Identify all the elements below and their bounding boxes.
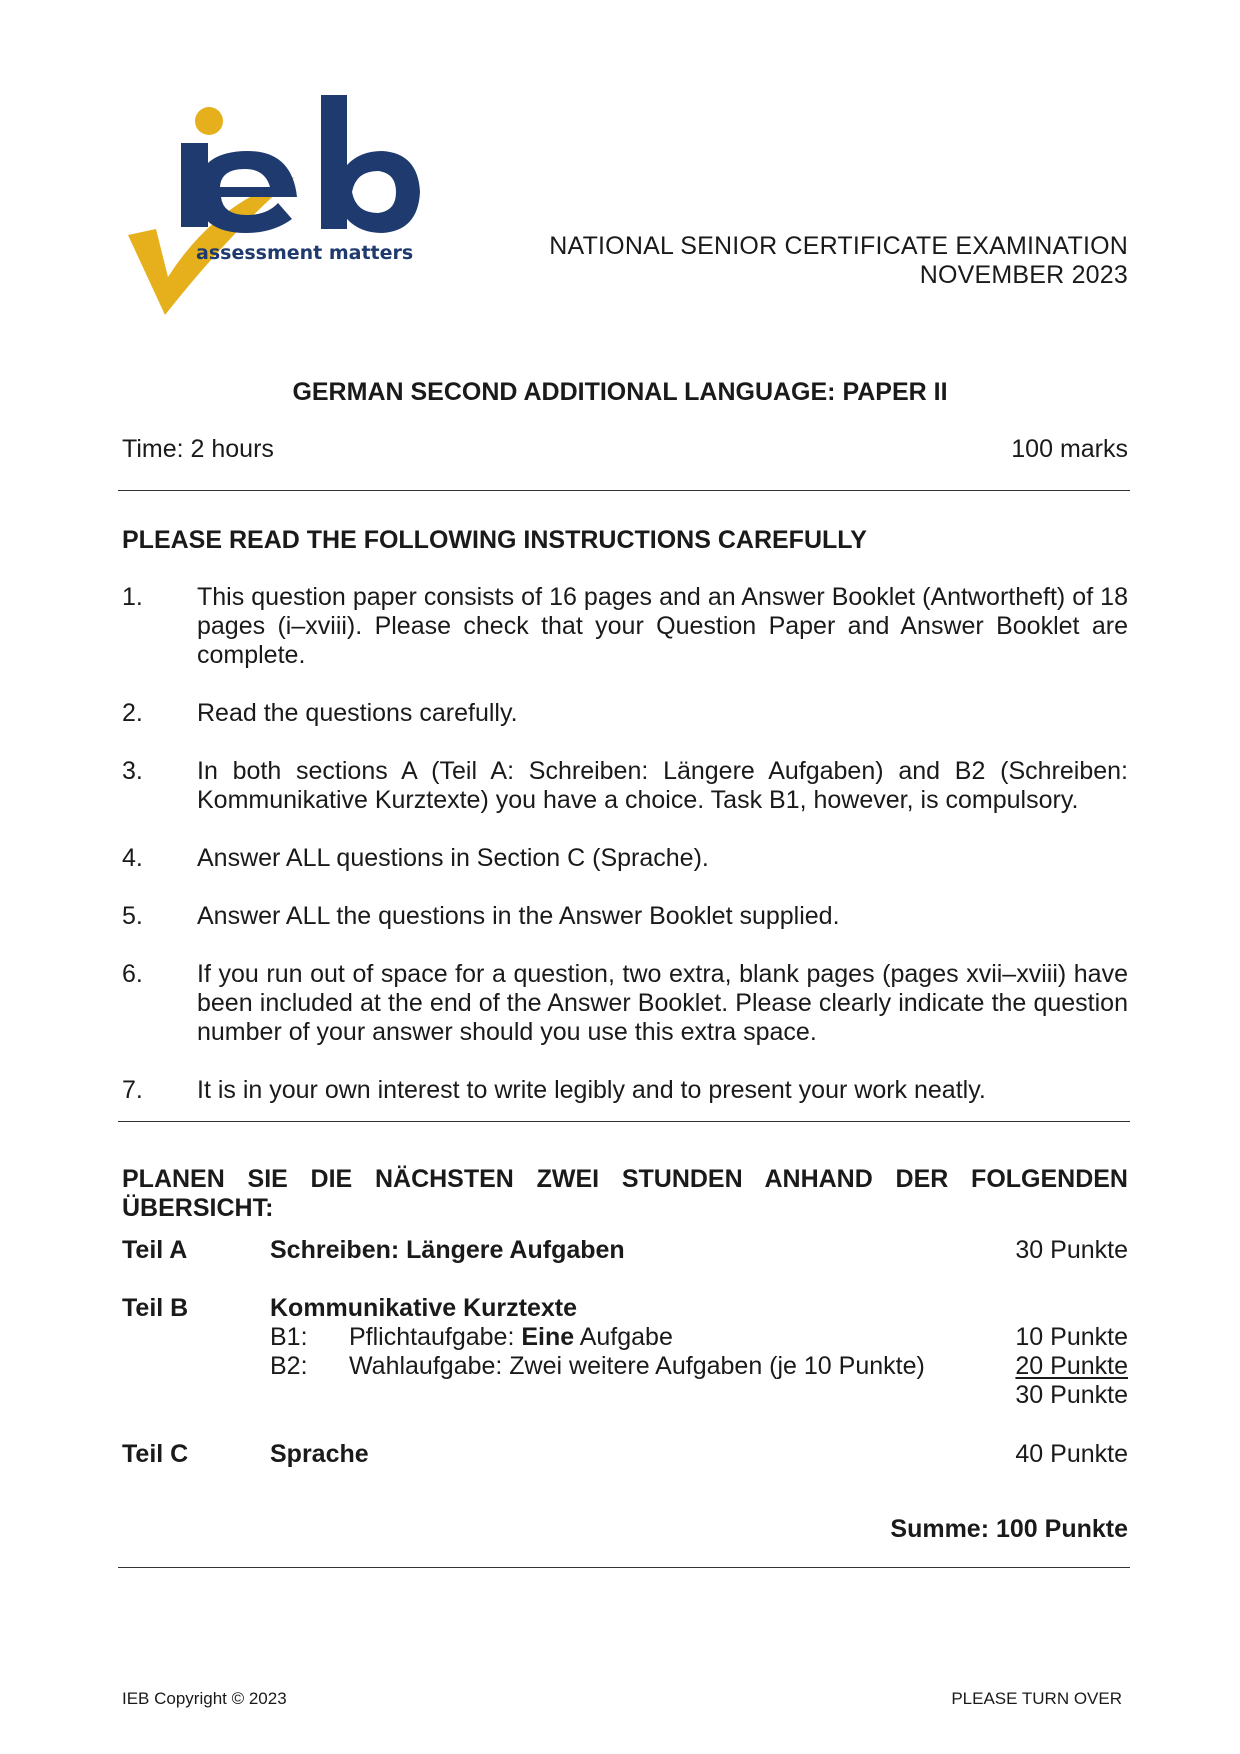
teil-a-points: 30 Punkte (1015, 1236, 1128, 1264)
instruction-number: 3. (122, 757, 143, 785)
teil-b-title: Kommunikative Kurztexte (270, 1294, 578, 1322)
b1-text (349, 1323, 673, 1352)
instruction-item (122, 1076, 1128, 1105)
teil-c-points: 40 Punkte (1015, 1440, 1128, 1468)
teil-c-label: Teil C (122, 1440, 189, 1468)
divider-top (118, 490, 1130, 491)
instruction-number: 4. (122, 844, 143, 872)
instruction-number: 6. (122, 960, 143, 988)
exam-date: NOVEMBER 2023 (919, 261, 1128, 289)
teil-a-label: Teil A (122, 1236, 188, 1264)
instruction-number: 2. (122, 699, 143, 727)
paper-title: GERMAN SECOND ADDITIONAL LANGUAGE: PAPER II (292, 378, 948, 406)
instruction-item (122, 757, 1128, 815)
b1-text-bold: Eine (521, 1323, 575, 1351)
divider-middle (118, 1121, 1130, 1122)
b1-text-pre: Pflichtaufgabe: (349, 1323, 522, 1351)
instruction-item (122, 960, 1128, 1047)
exam-name: NATIONAL SENIOR CERTIFICATE EXAMINATION (549, 232, 1128, 260)
b2-text: Wahlaufgabe: Zwei weitere Aufgaben (je 10 Punkte) (349, 1352, 925, 1380)
instruction-item (122, 583, 1128, 670)
b2-code: B2: (270, 1352, 308, 1380)
instruction-text: Read the questions carefully. (197, 699, 518, 727)
ieb-logo-graphic (120, 95, 480, 325)
b1-text-post: Aufgabe (574, 1323, 673, 1351)
instruction-item (122, 844, 1128, 873)
logo-tagline: assessment matters (196, 242, 414, 264)
instruction-item (122, 699, 1128, 728)
b2-points: 20 Punkte (1015, 1352, 1128, 1380)
footer-turn-over: PLEASE TURN OVER (951, 1689, 1122, 1708)
plan-heading: PLANEN SIE DIE NÄCHSTEN ZWEI STUNDEN ANHAND DER FOLGENDEN ÜBERSICHT: (122, 1165, 1128, 1222)
divider-bottom (118, 1567, 1130, 1568)
b1-points: 10 Punkte (1015, 1323, 1128, 1351)
logo-i-dot (195, 107, 223, 135)
logo-e (196, 151, 297, 233)
instruction-text: If you run out of space for a question, two extra, blank pages (pages xvii–xviii) have been included at the end of the Answer Booklet. Please clearly indicate the question number of your answer should you use this extra space. (197, 960, 1128, 1046)
teil-c-title: Sprache (270, 1440, 369, 1468)
ieb-logo (120, 95, 480, 325)
logo-b-bowl (347, 151, 420, 233)
teil-a-title: Schreiben: Längere Aufgaben (270, 1236, 625, 1264)
teil-b-label: Teil B (122, 1294, 189, 1322)
teil-b2-row (270, 1352, 925, 1381)
instructions-heading: PLEASE READ THE FOLLOWING INSTRUCTIONS CAREFULLY (122, 526, 867, 554)
footer-copyright: IEB Copyright © 2023 (122, 1689, 287, 1708)
b1-code: B1: (270, 1323, 308, 1351)
instruction-text: This question paper consists of 16 pages and an Answer Booklet (Antwortheft) of 18 pages (i–xviii). Please check that your Question Paper and Answer Booklet are complete. (197, 583, 1128, 669)
instruction-item (122, 902, 1128, 931)
time-allowed: Time: 2 hours (122, 435, 274, 463)
teil-b-total-points: 30 Punkte (1015, 1381, 1128, 1409)
instruction-text: It is in your own interest to write legibly and to present your work neatly. (197, 1076, 986, 1104)
exam-header (549, 232, 1128, 290)
instructions-list (122, 583, 1128, 1134)
instruction-number: 1. (122, 583, 143, 611)
instruction-text: In both sections A (Teil A: Schreiben: Längere Aufgaben) and B2 (Schreiben: Kommunikative Kurztexte) you have a choice. Task B1, however, is compulsory. (197, 757, 1128, 814)
instruction-number: 5. (122, 902, 143, 930)
instruction-text: Answer ALL questions in Section C (Sprache). (197, 844, 709, 872)
total-marks: 100 marks (1011, 435, 1128, 463)
instruction-number: 7. (122, 1076, 143, 1104)
logo-b-stem (321, 95, 347, 229)
summe-total: Summe: 100 Punkte (890, 1515, 1128, 1543)
teil-b1-row (270, 1323, 673, 1352)
instruction-text: Answer ALL the questions in the Answer Booklet supplied. (197, 902, 840, 930)
